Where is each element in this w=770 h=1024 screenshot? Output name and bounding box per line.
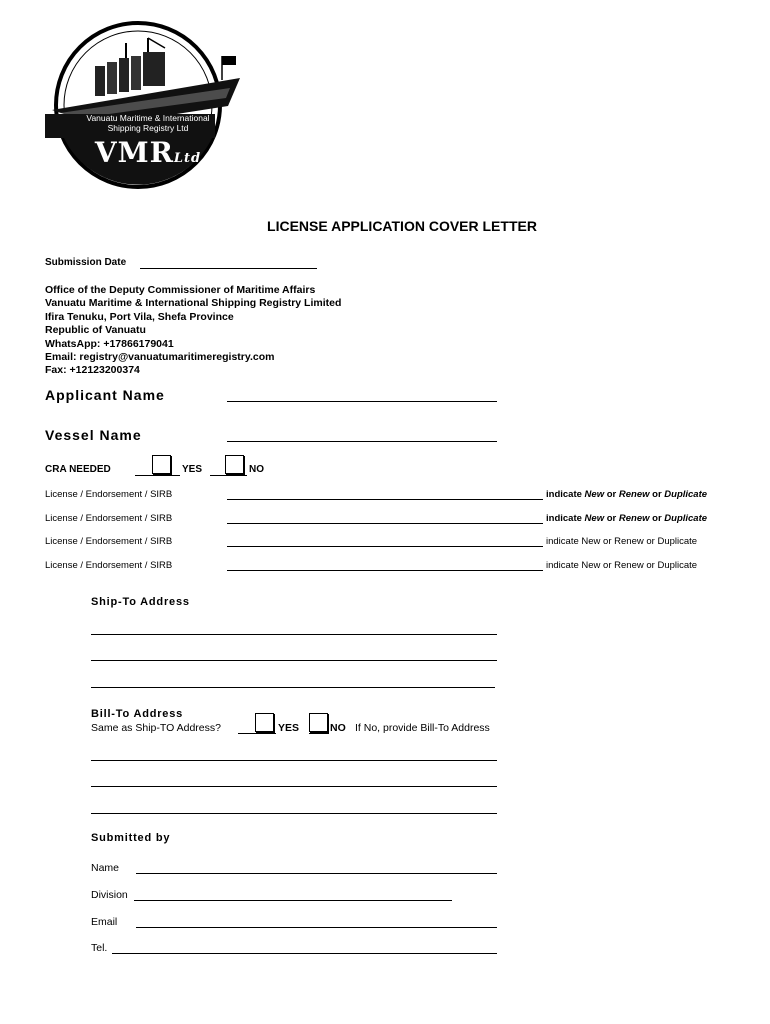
license-row-label: License / Endorsement / SIRB <box>45 513 173 524</box>
logo-text-line1: Vanuatu Maritime & International <box>86 113 210 123</box>
indicate-duplicate: Duplicate <box>664 489 708 500</box>
submitted-by-label: Submitted by <box>91 832 171 844</box>
division-field[interactable] <box>134 900 452 901</box>
address-line: Ifira Tenuku, Port Vila, Shefa Province <box>45 310 234 323</box>
bill-to-label: Bill-To Address <box>91 708 184 720</box>
indicate-text: indicate <box>546 536 579 547</box>
address-line: Republic of Vanuatu <box>45 324 146 337</box>
indicate-new: New <box>584 489 605 500</box>
bill-to-line-1[interactable] <box>91 760 497 761</box>
indicate-renew: Renew <box>614 560 644 571</box>
applicant-name-field[interactable] <box>227 401 497 402</box>
indicate-duplicate: Duplicate <box>664 513 708 524</box>
indicate-or: or <box>606 513 617 524</box>
license-field[interactable] <box>227 546 543 547</box>
indicate-or: or <box>606 489 617 500</box>
license-row-label: License / Endorsement / SIRB <box>45 536 173 547</box>
logo-mark <box>88 136 208 169</box>
indicate-or: or <box>646 536 655 547</box>
indicate-new: New <box>584 513 605 524</box>
tel-field[interactable] <box>112 953 497 954</box>
logo-text-line2: Shipping Registry Ltd <box>107 123 189 133</box>
bill-to-hint: If No, provide Bill-To Address <box>355 722 490 734</box>
indicate-or: or <box>652 489 662 500</box>
license-indicate <box>546 513 707 524</box>
bill-to-no-checkbox[interactable] <box>309 713 328 732</box>
name-field[interactable] <box>136 873 497 874</box>
vessel-name-label: Vessel Name <box>45 427 142 443</box>
bill-to-yes-underline <box>238 733 276 734</box>
indicate-or: or <box>603 560 612 571</box>
indicate-renew: Renew <box>618 513 650 524</box>
bill-to-yes-checkbox[interactable] <box>255 713 274 732</box>
bill-to-line-2[interactable] <box>91 786 497 787</box>
indicate-new: New <box>581 536 601 547</box>
ship-to-label: Ship-To Address <box>91 596 190 608</box>
address-line: Email: registry@vanuatumaritimeregistry.com <box>45 351 275 364</box>
logo-mark-text: VMR <box>94 136 174 169</box>
license-indicate <box>546 560 697 571</box>
license-indicate <box>546 536 697 547</box>
indicate-text: indicate <box>546 513 582 524</box>
bill-to-no-underline <box>309 733 329 734</box>
cra-yes-label: YES <box>182 464 203 475</box>
indicate-renew: Renew <box>618 489 650 500</box>
cra-no-underline <box>210 475 247 476</box>
indicate-new: New <box>581 560 601 571</box>
address-line: Fax: +12123200374 <box>45 364 140 377</box>
vessel-name-field[interactable] <box>227 441 497 442</box>
email-label: Email <box>91 916 118 928</box>
name-label: Name <box>91 862 120 874</box>
indicate-duplicate: Duplicate <box>657 536 698 547</box>
indicate-text: indicate <box>546 489 582 500</box>
division-label: Division <box>91 889 128 901</box>
license-field[interactable] <box>227 570 543 571</box>
address-line: Vanuatu Maritime & International Shipping Registry Limited <box>45 297 342 310</box>
indicate-or: or <box>646 560 655 571</box>
vmr-logo <box>40 18 255 193</box>
ship-to-line-3[interactable] <box>91 687 495 688</box>
tel-label: Tel. <box>91 942 108 954</box>
submission-date-field[interactable] <box>140 268 317 269</box>
indicate-text: indicate <box>546 560 579 571</box>
license-row-label: License / Endorsement / SIRB <box>45 560 173 571</box>
license-indicate <box>546 489 707 500</box>
email-field[interactable] <box>136 927 497 928</box>
cra-needed-label: CRA NEEDED <box>45 464 111 475</box>
license-field[interactable] <box>227 523 543 524</box>
indicate-or: or <box>652 513 662 524</box>
license-row-label: License / Endorsement / SIRB <box>45 489 173 500</box>
license-field[interactable] <box>227 499 543 500</box>
cra-yes-underline <box>135 475 180 476</box>
indicate-duplicate: Duplicate <box>657 560 698 571</box>
bill-to-yes-label: YES <box>278 722 300 734</box>
ship-to-line-2[interactable] <box>91 660 497 661</box>
cra-no-checkbox[interactable] <box>225 455 244 474</box>
submission-date-label: Submission Date <box>45 257 127 268</box>
cra-yes-checkbox[interactable] <box>152 455 171 474</box>
indicate-or: or <box>603 536 612 547</box>
indicate-renew: Renew <box>614 536 644 547</box>
applicant-name-label: Applicant Name <box>45 387 165 403</box>
bill-to-line-3[interactable] <box>91 813 497 814</box>
page-title: LICENSE APPLICATION COVER LETTER <box>267 218 537 234</box>
address-line: WhatsApp: +17866179041 <box>45 337 174 350</box>
bill-to-no-label: NO <box>330 722 346 734</box>
bill-to-question: Same as Ship-TO Address? <box>91 722 221 734</box>
ship-to-line-1[interactable] <box>91 634 497 635</box>
cra-no-label: NO <box>249 464 264 475</box>
logo-mark-suffix: Ltd <box>173 151 202 166</box>
address-line: Office of the Deputy Commissioner of Maritime Affairs <box>45 284 316 296</box>
address-block <box>45 284 341 378</box>
